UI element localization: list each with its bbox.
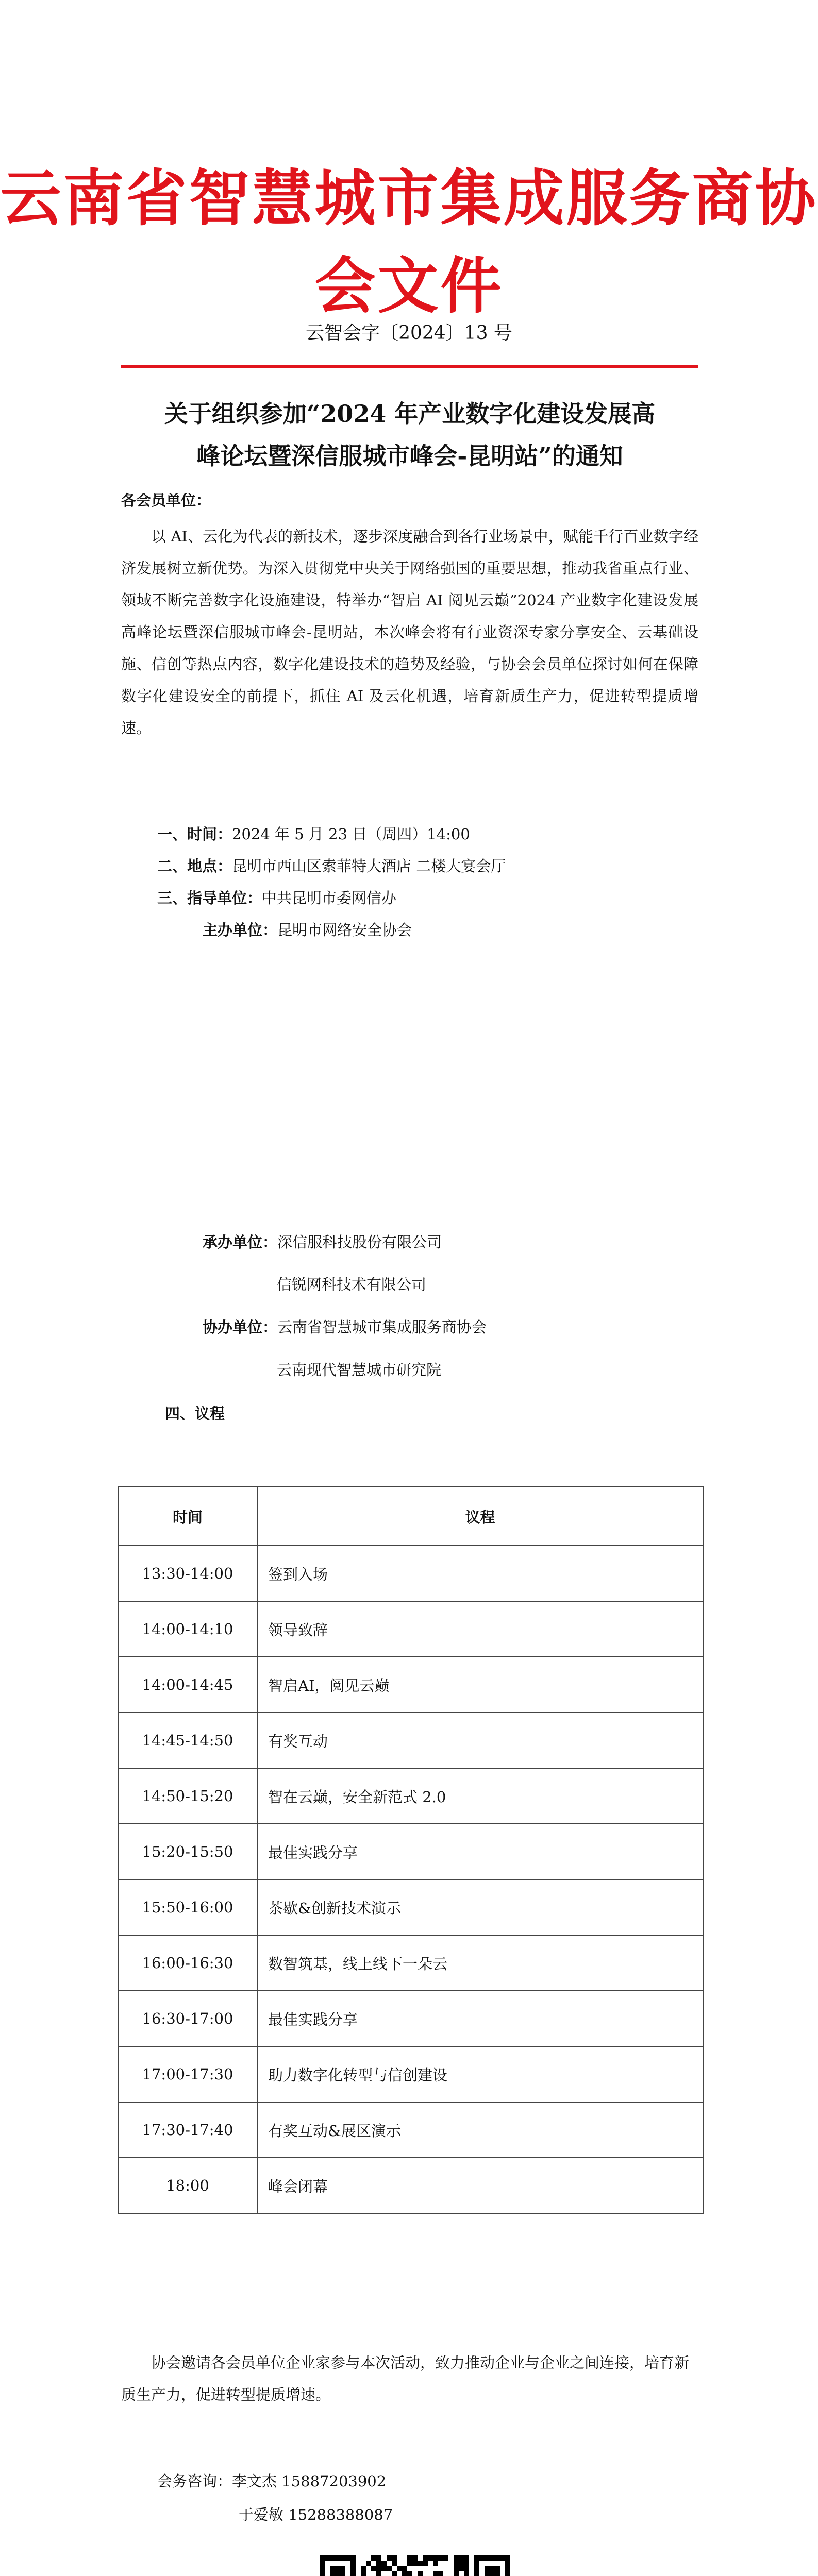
table-row: [118, 1546, 703, 1601]
table-row: [118, 1657, 703, 1713]
organizer-1: 深信服科技股份有限公司: [277, 1233, 442, 1251]
document-number: 云智会字〔2024〕13 号: [306, 323, 512, 344]
agenda-time: 17:30-17:40: [118, 2102, 257, 2158]
subject-line-2: 峰论坛暨深信服城市峰会-昆明站”的通知: [196, 442, 623, 470]
co-label: 协办单位：: [203, 1318, 278, 1336]
registration-qr-code[interactable]: [320, 2555, 510, 2576]
agenda-time: 14:00-14:45: [118, 1657, 257, 1713]
closing-paragraph: 协会邀请各会员单位企业家参与本次活动，致力推动企业与企业之间连接，培育新质生产力，促进转型提质增速。: [121, 2354, 690, 2403]
agenda-time: 16:00-16:30: [118, 1935, 257, 1991]
table-row: [118, 1935, 703, 1991]
time-label: 一、时间：: [157, 825, 232, 843]
agenda-header-item: 议程: [257, 1487, 703, 1546]
agenda-item: 领导致辞: [257, 1601, 703, 1657]
contact-label: 会务咨询：: [157, 2472, 232, 2490]
host-label: 主办单位：: [203, 921, 278, 939]
agenda-time: 15:20-15:50: [118, 1824, 257, 1879]
agenda-item: 签到入场: [257, 1546, 703, 1601]
agenda-heading: 四、议程: [165, 1405, 225, 1422]
agenda-time: 15:50-16:00: [118, 1879, 257, 1935]
agenda-item: 数智筑基，线上线下一朵云: [257, 1935, 703, 1991]
agenda-item: 有奖互动: [257, 1713, 703, 1768]
body-paragraph: 以 AI、云化为代表的新技术，逐步深度融合到各行业场景中，赋能千行百业数字经济发展树立新优势。为深入贯彻党中央关于网络强国的重要思想，推动我省重点行业、领域不断完善数字化设施建设，特举办“智启 AI 阅见云巅”2024 产业数字化建设发展高峰论坛暨深信服城市峰会-昆明站，本次峰会将有行业资深专家分享安全、云基础设施、信创等热点内容，数字化建设技术的趋势及经验，与协会会员单位探讨如何在保障数字化建设安全的前提下，抓住 AI 及云化机遇，培育新质生产力，促进转型提质增速。: [121, 528, 698, 737]
contact-1-value: 李文杰 15887203902: [232, 2472, 387, 2490]
guide-value: 中共昆明市委网信办: [262, 889, 397, 907]
agenda-header-time: 时间: [118, 1487, 257, 1546]
agenda-item: 助力数字化转型与信创建设: [257, 2046, 703, 2102]
place-label: 二、地点：: [157, 857, 232, 875]
place-value: 昆明市西山区索菲特大酒店 二楼大宴会厅: [232, 857, 506, 875]
detail-place: [157, 850, 506, 882]
agenda-item: 有奖互动&展区演示: [257, 2102, 703, 2158]
agenda-time: 13:30-14:00: [118, 1546, 257, 1601]
agenda-time: 14:00-14:10: [118, 1601, 257, 1657]
agenda-time: 17:00-17:30: [118, 2046, 257, 2102]
subject-line-1: 关于组织参加“2024 年产业数字化建设发展高: [164, 400, 656, 428]
agenda-header-row: [118, 1487, 703, 1546]
detail-host: [203, 914, 412, 946]
agenda-time: 16:30-17:00: [118, 1991, 257, 2046]
table-row: [118, 1768, 703, 1824]
document-subject: [119, 393, 701, 477]
agenda-time: 14:45-14:50: [118, 1713, 257, 1768]
table-row: [118, 2158, 703, 2213]
agenda-item: 最佳实践分享: [257, 1824, 703, 1879]
organizer-2: 信锐网科技术有限公司: [277, 1276, 427, 1293]
agenda-time: 18:00: [118, 2158, 257, 2213]
table-row: [118, 1713, 703, 1768]
table-row: [118, 1991, 703, 2046]
agenda-item: 峰会闭幕: [257, 2158, 703, 2213]
salutation: 各会员单位：: [121, 492, 211, 509]
header-divider: [121, 365, 698, 368]
agenda-item: 智启AI，阅见云巅: [257, 1657, 703, 1713]
table-row: [118, 2102, 703, 2158]
time-value: 2024 年 5 月 23 日（周四）14:00: [232, 825, 470, 843]
agenda-time: 14:50-15:20: [118, 1768, 257, 1824]
detail-co-organizer: [203, 1311, 487, 1343]
qr-code-image: [320, 2555, 510, 2576]
table-row: [118, 2046, 703, 2102]
agenda-item: 智在云巅，安全新范式 2.0: [257, 1768, 703, 1824]
agenda-item: 茶歇&创新技术演示: [257, 1879, 703, 1935]
table-row: [118, 1601, 703, 1657]
detail-time: [157, 818, 470, 850]
guide-label: 三、指导单位：: [157, 889, 262, 907]
detail-organizer: [203, 1226, 442, 1258]
organizer-label: 承办单位：: [203, 1233, 278, 1251]
detail-guide: [157, 882, 396, 914]
document-header-title: 云南省智慧城市集成服务商协会文件: [0, 163, 818, 321]
co-1: 云南省智慧城市集成服务商协会: [277, 1318, 487, 1336]
contact-1: [157, 2465, 386, 2497]
agenda-table: [118, 1486, 704, 2214]
table-row: [118, 1824, 703, 1879]
agenda-item: 最佳实践分享: [257, 1991, 703, 2046]
co-2: 云南现代智慧城市研究院: [277, 1361, 442, 1379]
contact-2: 于爱敏 15288388087: [239, 2506, 393, 2523]
table-row: [118, 1879, 703, 1935]
host-value: 昆明市网络安全协会: [277, 921, 412, 939]
